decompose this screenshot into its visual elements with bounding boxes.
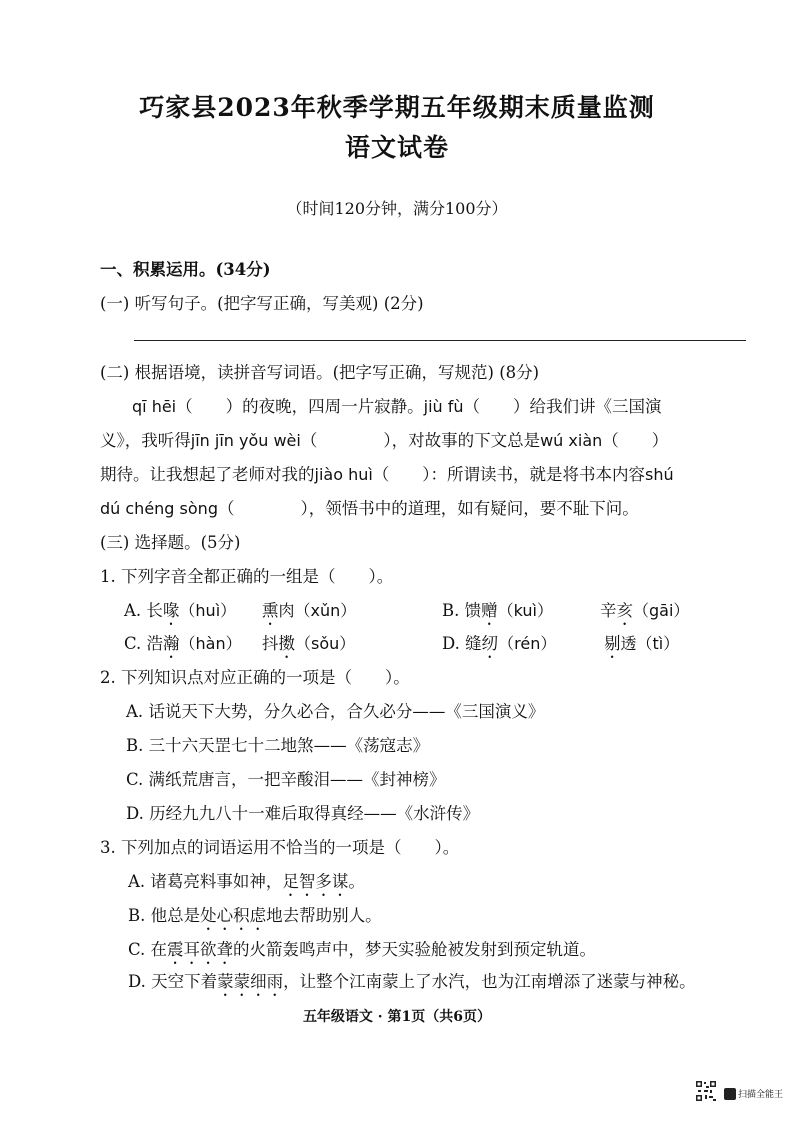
option-pinyin: （huì） bbox=[179, 601, 237, 620]
q2-option-b[interactable]: B. 三十六天罡七十二地煞——《荡寇志》 bbox=[126, 736, 430, 755]
q1-option-d[interactable] bbox=[442, 630, 556, 662]
option-text: C. 在 bbox=[128, 940, 168, 959]
pinyin-shu: shú bbox=[645, 465, 674, 484]
q1-option-d-second bbox=[604, 630, 679, 662]
option-text: 辛 bbox=[600, 601, 617, 620]
option-pinyin: （sǒu） bbox=[295, 634, 356, 653]
answer-blank[interactable]: （ ），领悟书中的道理，如有疑问，要不耻下问。 bbox=[217, 499, 639, 518]
pinyin-paragraph-line-1 bbox=[132, 393, 662, 417]
dotted-char: 赠 bbox=[481, 601, 498, 620]
question-1-stem: 1. 下列字音全都正确的一组是（ ）。 bbox=[100, 567, 394, 586]
option-pinyin: 透（tì） bbox=[620, 634, 680, 653]
option-text: C. 浩 bbox=[124, 634, 164, 653]
dotted-char: 熏 bbox=[262, 601, 279, 620]
option-pinyin: 肉（xǔn） bbox=[278, 601, 357, 620]
q2-option-a[interactable]: A. 话说天下大势，分久必合，合久必分——《三国演义》 bbox=[126, 702, 545, 721]
pinyin-paragraph-line-2 bbox=[100, 427, 668, 451]
dotted-phrase: 震耳欲聋 bbox=[167, 940, 234, 959]
q3-option-a[interactable] bbox=[128, 868, 365, 900]
dotted-char: 瀚 bbox=[163, 634, 180, 653]
option-pinyin: （hàn） bbox=[179, 634, 242, 653]
exam-time-info: （时间120分钟，满分100分） bbox=[286, 199, 508, 218]
q1-option-a[interactable] bbox=[124, 597, 236, 629]
pinyin-jiaohui: jiào huì bbox=[314, 465, 373, 484]
q1-option-b[interactable] bbox=[442, 597, 553, 629]
exam-subject: 语文试卷 bbox=[344, 133, 449, 162]
question-3-stem: 3. 下列加点的词语运用不恰当的一项是（ ）。 bbox=[100, 838, 460, 857]
q2-option-d[interactable]: D. 历经九九八十一难后取得真经——《水浒传》 bbox=[126, 804, 480, 823]
option-text: 的火箭轰鸣声中，梦天实验舱被发射到预定轨道。 bbox=[233, 940, 597, 959]
page-footer: 五年级语文 · 第1页（共6页） bbox=[302, 1009, 492, 1025]
q1-option-c[interactable] bbox=[124, 630, 242, 662]
dotted-char: 喙 bbox=[162, 601, 180, 620]
option-pinyin: （gāi） bbox=[633, 601, 690, 620]
paragraph-text: 期待。让我想起了老师对我的 bbox=[100, 465, 315, 484]
pinyin-jiufu: jiù fù bbox=[423, 397, 464, 416]
dotted-phrase: 处心积虑 bbox=[200, 906, 267, 925]
option-text: 地去帮助别人。 bbox=[266, 906, 382, 925]
q1-option-c-second bbox=[262, 630, 355, 662]
dotted-char: 纫 bbox=[481, 634, 499, 653]
q1-option-a-second bbox=[262, 597, 356, 629]
dictation-answer-line bbox=[134, 340, 746, 341]
pinyin-qihei: qī hēi bbox=[132, 397, 177, 416]
answer-blank[interactable]: （ ）：所谓读书，就是将书本内容 bbox=[372, 465, 646, 484]
q3-option-d[interactable] bbox=[128, 968, 696, 1000]
answer-blank[interactable]: （ ）的夜晚，四周一片寂静。 bbox=[176, 397, 424, 416]
option-pinyin: （kuì） bbox=[497, 601, 553, 620]
pinyin-duchengsong: dú chéng sòng bbox=[100, 499, 218, 518]
answer-blank[interactable]: （ ）给我们讲《三国演 bbox=[463, 397, 662, 416]
part-choice-heading: (三) 选择题。(5分) bbox=[100, 533, 241, 552]
dotted-phrase: 足智多谋 bbox=[282, 872, 349, 891]
q1-option-b-second bbox=[600, 597, 689, 629]
question-2-stem: 2. 下列知识点对应正确的一项是（ ）。 bbox=[100, 668, 410, 687]
dotted-char: 剔 bbox=[604, 634, 621, 653]
watermark-text: 扫描全能王 bbox=[738, 1090, 784, 1100]
option-text: 。 bbox=[348, 872, 365, 891]
pinyin-wuxian: wú xiàn bbox=[540, 431, 603, 450]
dotted-phrase: 蒙蒙细雨 bbox=[217, 972, 284, 991]
option-text: B. 他总是 bbox=[128, 906, 201, 925]
part-dictation-heading: (一) 听写句子。(把字写正确，写美观) (2分) bbox=[100, 294, 424, 313]
option-text: A. 诸葛亮料事如神， bbox=[128, 872, 283, 891]
answer-blank[interactable]: （ ） bbox=[602, 431, 669, 450]
exam-title: 巧家县2023年秋季学期五年级期末质量监测 bbox=[139, 93, 655, 122]
option-text: 抖 bbox=[262, 634, 279, 653]
scanner-watermark bbox=[724, 1083, 790, 1101]
q3-option-c[interactable] bbox=[128, 936, 596, 968]
pinyin-paragraph-line-4 bbox=[100, 495, 639, 519]
q3-option-b[interactable] bbox=[128, 902, 382, 934]
pinyin-paragraph-line-3 bbox=[100, 461, 674, 485]
option-pinyin: （rén） bbox=[498, 634, 557, 653]
pinyin-jinjinyouwei: jīn jīn yǒu wèi bbox=[190, 431, 301, 450]
section-heading: 一、积累运用。(34分) bbox=[100, 260, 271, 279]
option-text: A. 长 bbox=[124, 601, 163, 620]
q2-option-c[interactable]: C. 满纸荒唐言，一把辛酸泪——《封神榜》 bbox=[126, 770, 446, 789]
qr-code-icon bbox=[695, 1080, 717, 1102]
part-pinyin-heading: (二) 根据语境，读拼音写词语。(把字写正确，写规范) (8分) bbox=[100, 363, 540, 382]
paragraph-text: 义》，我听得 bbox=[100, 431, 191, 450]
option-text: D. 缝 bbox=[442, 634, 482, 653]
answer-blank[interactable]: （ ），对故事的下文总是 bbox=[300, 431, 541, 450]
option-text: ，让整个江南蒙上了水汽，也为江南增添了迷蒙与神秘。 bbox=[283, 972, 696, 991]
dotted-char: 擞 bbox=[278, 634, 295, 653]
cs-logo-icon bbox=[724, 1088, 736, 1100]
option-text: D. 天空下着 bbox=[128, 972, 218, 991]
dotted-char: 亥 bbox=[616, 601, 633, 620]
option-text: B. 馈 bbox=[442, 601, 482, 620]
